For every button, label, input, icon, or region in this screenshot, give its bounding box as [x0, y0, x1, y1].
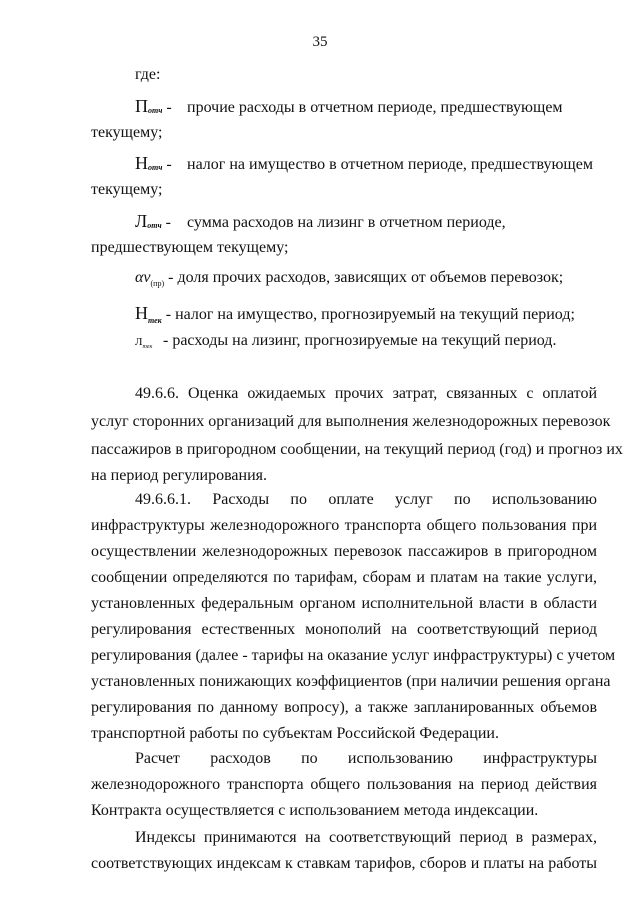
symbol: $Н_{тек}$ — [135, 303, 162, 326]
paragraph-line: Индексы принимаются на соответствующий период в размерах, — [135, 829, 597, 846]
paragraph-line: осуществлении железнодорожных перевозок пассажиров в пригородном — [91, 543, 597, 560]
symbol: $Н_{отч}$ - — [135, 153, 172, 173]
paragraph-line: транспортной работы по субъектам Российской Федерации. — [91, 725, 499, 742]
definition-cont: предшествующем текущему; — [91, 239, 289, 256]
paragraph-line: на период регулирования. — [91, 467, 268, 484]
paragraph-line: 49.6.6. Оценка ожидаемых прочих затрат, связанных с оплатой — [135, 385, 597, 402]
page-number: 35 — [312, 34, 328, 50]
paragraph-line: установленных федеральным органом исполнительной власти в области — [91, 595, 597, 612]
definition-line: $П_{отч}$ - прочие расходы в отчетном периоде, предшествующем — [135, 96, 563, 116]
paragraph-line: установленных понижающих коэффициентов (при наличии решения органа — [91, 673, 611, 690]
paragraph-line: регулирования (далее - тарифы на оказание услуг инфраструктуры) с учетом — [91, 647, 616, 664]
definition-line: $Н_{отч}$ - налог на имущество в отчетном периоде, предшествующем — [135, 153, 593, 173]
paragraph-line: Контракта осуществляется с использованием метода индексации. — [91, 802, 539, 819]
paragraph-line: услуг сторонних организаций для выполнения железнодорожных перевозок — [91, 413, 611, 430]
paragraph-line: 49.6.6.1. Расходы по оплате услуг по использованию — [135, 491, 597, 508]
definition-line: $Л_{тек}$ - расходы на лизинг, прогнозируемые на текущий период. — [135, 332, 557, 351]
paragraph-line: железнодорожного транспорта общего пользования на период действия — [91, 776, 597, 793]
where-label: где: — [135, 66, 161, 83]
definition-line: $Н_{тек}$ - налог на имущество, прогнозируемый на текущий период; — [135, 303, 575, 326]
symbol: $\alpha v_{(пр)}$ — [135, 269, 165, 289]
paragraph-line: пассажиров в пригородном сообщении, на текущий период (год) и прогноз их — [91, 441, 623, 458]
definition-line: $Л_{отч}$ - сумма расходов на лизинг в отчетном периоде, — [135, 211, 506, 231]
paragraph-line: регулирования естественных монополий на соответствующий период — [91, 621, 597, 638]
symbol: $Л_{отч}$ - — [135, 211, 171, 231]
paragraph-line: сообщении определяются по тарифам, сборам и платам на такие услуги, — [91, 569, 597, 586]
paragraph-line: регулирования по данному вопросу), а также запланированных объемов — [91, 699, 597, 716]
paragraph-line: Расчет расходов по использованию инфраструктуры — [135, 750, 597, 767]
symbol: $П_{отч}$ - — [135, 96, 172, 116]
definition-line: $\alpha v_{(пр)}$ - доля прочих расходов, зависящих от объемов перевозок; — [135, 269, 564, 289]
definition-cont: текущему; — [91, 181, 163, 198]
definition-cont: текущему; — [91, 124, 163, 141]
paragraph-line: соответствующих индексам к ставкам тарифов, сборов и платы на работы — [91, 855, 597, 872]
symbol: $Л_{тек}$ — [135, 336, 153, 351]
paragraph-line: инфраструктуры железнодорожного транспорта общего пользования при — [91, 517, 597, 534]
